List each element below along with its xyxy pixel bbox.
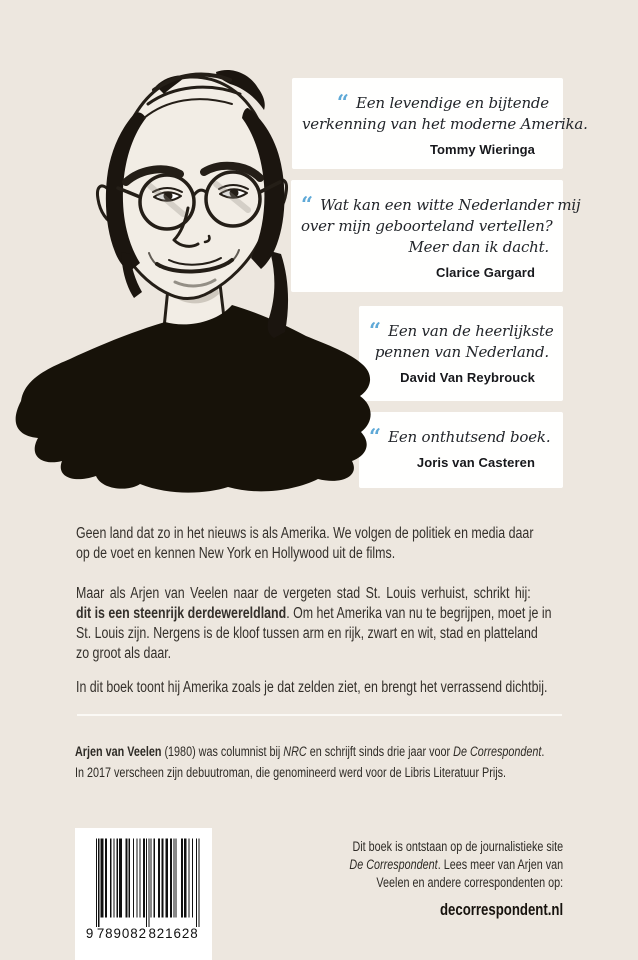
description-line: dit is een steenrijk derdewereldland. Om het Amerika van nu te begrijpen, moet je in: [76, 605, 552, 622]
bio-line: Arjen van Veelen (1980) was columnist bij NRC en schrijft sinds drie jaar voor De Correspondent.: [75, 744, 545, 759]
description-line: Maar als Arjen van Veelen naar de vergeten stad St. Louis verhuist, schrikt hij:: [76, 585, 531, 602]
quote-attribution: Joris van Casteren: [416, 455, 535, 470]
quote-attribution: David Van Reybrouck: [400, 370, 535, 385]
barcode-bars: [96, 838, 199, 927]
publisher-line: De Correspondent. Lees meer van Arjen van: [349, 857, 563, 872]
quote-attribution: Clarice Gargard: [435, 265, 535, 280]
description-line: op de voet en kennen New York en Hollywood uit de films.: [76, 545, 396, 562]
quote-text-line: “ Een van de heerlijkste: [369, 318, 554, 343]
quote-text-line: “ Een onthutsend boek.: [369, 424, 551, 449]
quote-mark-icon: “: [336, 90, 348, 115]
quote-text-line: “ Wat kan een witte Nederlander mij: [301, 192, 581, 217]
quote-box-3: [359, 306, 563, 401]
author-bio: [75, 741, 544, 783]
barcode-digits: 9: [85, 925, 94, 941]
barcode-digits: 789082: [96, 925, 147, 941]
author-portrait-illustration: [8, 56, 380, 500]
publisher-note: [349, 838, 563, 919]
quote-text-line: pennen van Nederland.: [374, 343, 549, 361]
quote-attribution: Tommy Wieringa: [429, 142, 535, 157]
book-description: [76, 524, 572, 698]
quote-text-line: Meer dan ik dacht.: [408, 238, 549, 256]
description-line: St. Louis zijn. Nergens is de kloof tussen arm en rijk, zwart en wit, stad en platteland: [76, 625, 538, 642]
quote-mark-icon: “: [369, 424, 381, 449]
quote-box-4: [359, 412, 563, 488]
quote-text-line: over mijn geboorteland vertellen?: [301, 217, 553, 235]
divider-line: [77, 714, 562, 716]
publisher-line: Dit boek is ontstaan op de journalistieke site: [352, 839, 563, 854]
description-line: zo groot als daar.: [76, 645, 172, 662]
quote-mark-icon: “: [301, 192, 313, 217]
publisher-url: decorrespondent.nl: [439, 901, 563, 919]
description-line: Geen land dat zo in het nieuws is als Amerika. We volgen de politiek en media daar: [76, 525, 534, 542]
quote-text-line: verkenning van het moderne Amerika.: [302, 115, 588, 133]
torso-ink: [16, 305, 371, 493]
isbn-barcode: [75, 828, 212, 960]
author-name: Arjen van Veelen: [75, 744, 162, 759]
bio-line: In 2017 verscheen zijn debuutroman, die genomineerd werd voor de Libris Literatuur Prijs.: [75, 765, 507, 780]
quote-mark-icon: “: [369, 318, 381, 343]
description-line: In dit boek toont hij Amerika zoals je dat zelden ziet, en brengt het verrassend dichtbij.: [76, 679, 548, 696]
barcode-digits: 821628: [147, 925, 199, 941]
quote-text-line: “ Een levendige en bijtende: [336, 90, 549, 115]
publisher-line: Veelen en andere correspondenten op:: [376, 875, 563, 890]
